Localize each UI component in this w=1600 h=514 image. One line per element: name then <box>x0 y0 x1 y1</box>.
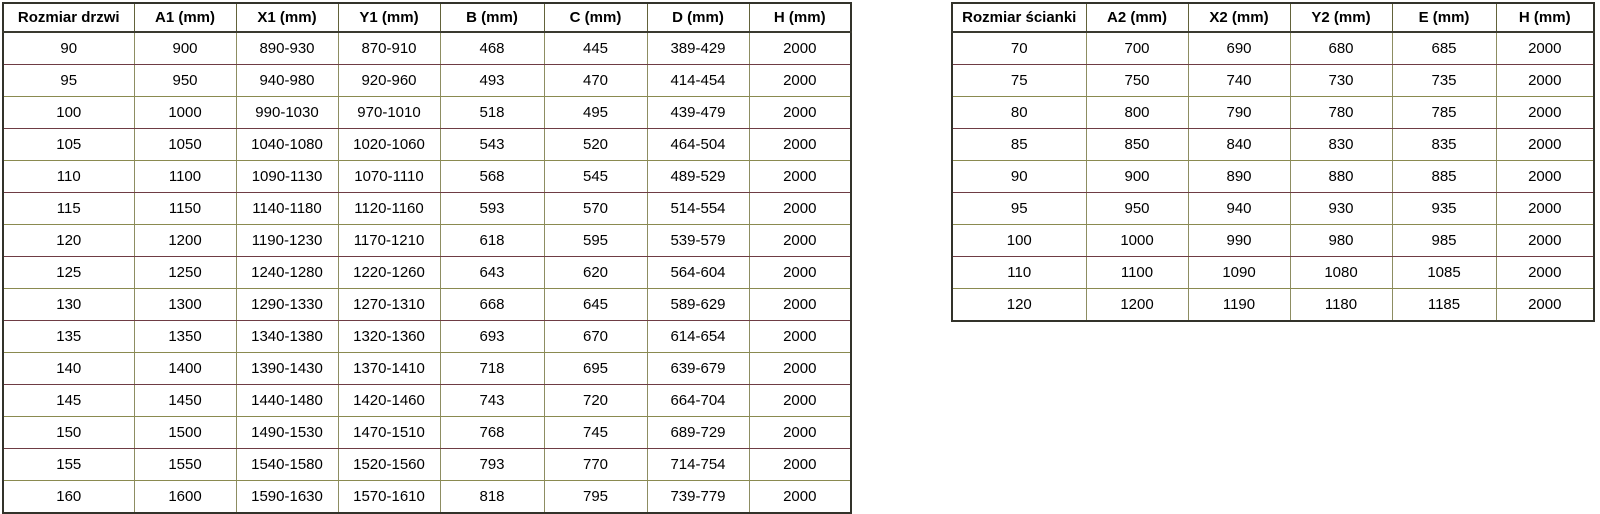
door-size-table <box>2 2 852 514</box>
table-cell: 1120-1160 <box>338 193 440 225</box>
column-header: A2 (mm) <box>1086 3 1188 32</box>
table-row <box>3 225 851 257</box>
column-header: C (mm) <box>544 3 647 32</box>
table-cell: 495 <box>544 97 647 129</box>
table-cell: 870-910 <box>338 32 440 65</box>
table-cell: 1085 <box>1392 257 1496 289</box>
table-cell: 685 <box>1392 32 1496 65</box>
table-cell: 2000 <box>749 65 851 97</box>
table-cell: 85 <box>952 129 1086 161</box>
table-cell: 835 <box>1392 129 1496 161</box>
table-cell: 1185 <box>1392 289 1496 322</box>
table-cell: 880 <box>1290 161 1392 193</box>
table-cell: 514-554 <box>647 193 749 225</box>
table-cell: 2000 <box>749 289 851 321</box>
table-cell: 1370-1410 <box>338 353 440 385</box>
table-cell: 1590-1630 <box>236 481 338 514</box>
table-cell: 1000 <box>1086 225 1188 257</box>
table-row <box>3 481 851 514</box>
column-header: H (mm) <box>749 3 851 32</box>
table-cell: 818 <box>440 481 544 514</box>
table-cell: 2000 <box>749 161 851 193</box>
table-cell: 1100 <box>1086 257 1188 289</box>
table-row <box>3 417 851 449</box>
table-cell: 120 <box>3 225 134 257</box>
table-cell: 1050 <box>134 129 236 161</box>
table-cell: 95 <box>952 193 1086 225</box>
table-cell: 1200 <box>134 225 236 257</box>
table-cell: 850 <box>1086 129 1188 161</box>
table-cell: 414-454 <box>647 65 749 97</box>
table-cell: 2000 <box>1496 289 1594 322</box>
table-cell: 464-504 <box>647 129 749 161</box>
table-cell: 2000 <box>749 32 851 65</box>
table-cell: 739-779 <box>647 481 749 514</box>
table-cell: 160 <box>56 488 82 505</box>
table-cell: 885 <box>1392 161 1496 193</box>
table-row <box>3 353 851 385</box>
table-cell: 689-729 <box>647 417 749 449</box>
table-cell: 1270-1310 <box>338 289 440 321</box>
table-cell: 545 <box>544 161 647 193</box>
table-cell: 1340-1380 <box>236 321 338 353</box>
table-cell: 664-704 <box>647 385 749 417</box>
table-cell: 1220-1260 <box>338 257 440 289</box>
table-cell: 1200 <box>1086 289 1188 322</box>
table-cell: 1090-1130 <box>236 161 338 193</box>
table-cell: 2000 <box>1496 193 1594 225</box>
table-cell: 2000 <box>749 481 851 514</box>
table-cell: 593 <box>440 193 544 225</box>
table-row <box>3 97 851 129</box>
table-cell: 1290-1330 <box>236 289 338 321</box>
table-cell: 595 <box>544 225 647 257</box>
table-cell: 2000 <box>1496 161 1594 193</box>
table-row <box>3 321 851 353</box>
table-cell: 125 <box>3 257 134 289</box>
table-cell: 1600 <box>134 481 236 514</box>
table-cell: 780 <box>1290 97 1392 129</box>
table-cell: 150 <box>3 417 134 449</box>
table-row <box>3 385 851 417</box>
column-header: H (mm) <box>1496 3 1594 32</box>
table-cell: 2000 <box>749 417 851 449</box>
table-cell: 445 <box>544 32 647 65</box>
table-row <box>952 65 1594 97</box>
table-cell: 668 <box>440 289 544 321</box>
table-cell: 1090 <box>1188 257 1290 289</box>
table-cell: 890 <box>1188 161 1290 193</box>
table-cell: 1440-1480 <box>236 385 338 417</box>
table-cell: 1400 <box>134 353 236 385</box>
table-cell: 2000 <box>1496 32 1594 65</box>
table-cell: 75 <box>952 65 1086 97</box>
table-row <box>3 161 851 193</box>
table-cell: 1140-1180 <box>236 193 338 225</box>
table-cell: 2000 <box>749 193 851 225</box>
header-row <box>3 3 851 32</box>
table-row <box>3 289 851 321</box>
table-cell: 1180 <box>1290 289 1392 322</box>
table-row <box>952 289 1594 322</box>
wall-panel-size-table <box>951 2 1595 322</box>
table-cell: 1500 <box>134 417 236 449</box>
table-cell: 2000 <box>749 385 851 417</box>
column-header: E (mm) <box>1392 3 1496 32</box>
table-cell: 1080 <box>1290 257 1392 289</box>
table-cell: 795 <box>544 481 647 514</box>
table-cell: 110 <box>952 257 1086 289</box>
table-cell: 2000 <box>749 321 851 353</box>
table-row <box>952 193 1594 225</box>
table-cell: 140 <box>3 353 134 385</box>
table-cell: 520 <box>544 129 647 161</box>
table-cell: 1320-1360 <box>338 321 440 353</box>
table-cell: 1390-1430 <box>236 353 338 385</box>
table-cell: 890-930 <box>236 32 338 65</box>
column-header: B (mm) <box>440 3 544 32</box>
table-cell: 2000 <box>749 353 851 385</box>
table-cell: 130 <box>3 289 134 321</box>
table-row <box>952 225 1594 257</box>
table-cell: 950 <box>134 65 236 97</box>
table-cell: 1250 <box>134 257 236 289</box>
table-cell: 645 <box>544 289 647 321</box>
table-cell: 1450 <box>134 385 236 417</box>
table-cell: 618 <box>440 225 544 257</box>
table-cell: 1150 <box>134 193 236 225</box>
table-cell: 470 <box>544 65 647 97</box>
table-cell: 115 <box>3 193 134 225</box>
table-cell: 670 <box>544 321 647 353</box>
table-cell: 750 <box>1086 65 1188 97</box>
table-cell: 589-629 <box>647 289 749 321</box>
table-cell: 1020-1060 <box>338 129 440 161</box>
table-cell: 643 <box>440 257 544 289</box>
table-cell: 950 <box>1086 193 1188 225</box>
table-cell: 990-1030 <box>236 97 338 129</box>
table-cell: 900 <box>134 32 236 65</box>
table-cell: 1240-1280 <box>236 257 338 289</box>
table-cell: 100 <box>952 225 1086 257</box>
table-cell: 1190 <box>1188 289 1290 322</box>
table-cell: 1570-1610 <box>338 481 440 514</box>
table-cell: 793 <box>440 449 544 481</box>
table-cell: 745 <box>544 417 647 449</box>
table-cell: 830 <box>1290 129 1392 161</box>
table-cell: 680 <box>1290 32 1392 65</box>
table-cell: 800 <box>1086 97 1188 129</box>
table-row <box>3 32 851 65</box>
column-header: X1 (mm) <box>236 3 338 32</box>
table-cell: 2000 <box>1496 65 1594 97</box>
table-cell: 2000 <box>749 449 851 481</box>
column-header: Y2 (mm) <box>1290 3 1392 32</box>
table-cell: 740 <box>1188 65 1290 97</box>
table-cell: 935 <box>1392 193 1496 225</box>
table-cell: 718 <box>440 353 544 385</box>
table-cell: 2000 <box>749 97 851 129</box>
table-cell: 564-604 <box>647 257 749 289</box>
table-cell: 700 <box>1086 32 1188 65</box>
table-row <box>3 65 851 97</box>
table-cell: 1100 <box>134 161 236 193</box>
table-cell: 389-429 <box>647 32 749 65</box>
table-cell: 70 <box>952 32 1086 65</box>
table-cell: 539-579 <box>647 225 749 257</box>
table-cell: 155 <box>3 449 134 481</box>
table-cell: 693 <box>440 321 544 353</box>
table-cell: 80 <box>952 97 1086 129</box>
table-cell: 900 <box>1086 161 1188 193</box>
table-cell: 543 <box>440 129 544 161</box>
table-cell: 695 <box>544 353 647 385</box>
table-cell: 120 <box>1006 296 1032 313</box>
table-cell: 790 <box>1188 97 1290 129</box>
table-cell: 1300 <box>134 289 236 321</box>
table-cell: 743 <box>440 385 544 417</box>
table-row <box>952 97 1594 129</box>
column-header: Rozmiar drzwi <box>3 3 134 32</box>
table-cell: 2000 <box>749 129 851 161</box>
table-cell: 90 <box>3 32 134 65</box>
table-cell: 105 <box>3 129 134 161</box>
table-cell: 468 <box>440 32 544 65</box>
table-cell: 1550 <box>134 449 236 481</box>
table-cell: 95 <box>3 65 134 97</box>
table-cell: 570 <box>544 193 647 225</box>
header-row <box>952 3 1594 32</box>
table-cell: 2000 <box>1496 97 1594 129</box>
table-cell: 2000 <box>1496 129 1594 161</box>
table-cell: 439-479 <box>647 97 749 129</box>
table-cell: 990 <box>1188 225 1290 257</box>
table-row <box>3 129 851 161</box>
table-cell: 1540-1580 <box>236 449 338 481</box>
table-cell: 1420-1460 <box>338 385 440 417</box>
table-cell: 2000 <box>1496 225 1594 257</box>
table-cell: 690 <box>1188 32 1290 65</box>
table-cell: 489-529 <box>647 161 749 193</box>
table-cell: 1190-1230 <box>236 225 338 257</box>
table-cell: 785 <box>1392 97 1496 129</box>
table-cell: 1490-1530 <box>236 417 338 449</box>
column-header: D (mm) <box>647 3 749 32</box>
table-cell: 100 <box>3 97 134 129</box>
table-cell: 1040-1080 <box>236 129 338 161</box>
column-header: A1 (mm) <box>134 3 236 32</box>
table-cell: 1170-1210 <box>338 225 440 257</box>
table-cell: 620 <box>544 257 647 289</box>
column-header: Y1 (mm) <box>338 3 440 32</box>
table-cell: 493 <box>440 65 544 97</box>
table-cell: 614-654 <box>647 321 749 353</box>
table-cell: 980 <box>1290 225 1392 257</box>
table-cell: 1520-1560 <box>338 449 440 481</box>
table-cell: 639-679 <box>647 353 749 385</box>
table-cell: 1070-1110 <box>338 161 440 193</box>
table-cell: 145 <box>3 385 134 417</box>
table-cell: 1000 <box>134 97 236 129</box>
column-header: X2 (mm) <box>1188 3 1290 32</box>
table-row <box>3 257 851 289</box>
table-cell: 840 <box>1188 129 1290 161</box>
table-cell: 110 <box>3 161 134 193</box>
table-cell: 768 <box>440 417 544 449</box>
table-cell: 568 <box>440 161 544 193</box>
table-cell: 940 <box>1188 193 1290 225</box>
table-cell: 770 <box>544 449 647 481</box>
table-cell: 2000 <box>749 257 851 289</box>
table-cell: 940-980 <box>236 65 338 97</box>
table-cell: 930 <box>1290 193 1392 225</box>
table-cell: 1470-1510 <box>338 417 440 449</box>
table-row <box>3 193 851 225</box>
table-row <box>952 32 1594 65</box>
table-cell: 735 <box>1392 65 1496 97</box>
table-cell: 1350 <box>134 321 236 353</box>
column-header: Rozmiar ścianki <box>952 3 1086 32</box>
table-cell: 730 <box>1290 65 1392 97</box>
table-row <box>952 129 1594 161</box>
table-cell: 970-1010 <box>338 97 440 129</box>
table-row <box>952 257 1594 289</box>
table-row <box>952 161 1594 193</box>
table-cell: 2000 <box>1496 257 1594 289</box>
table-cell: 920-960 <box>338 65 440 97</box>
table-cell: 720 <box>544 385 647 417</box>
table-cell: 518 <box>440 97 544 129</box>
table-cell: 2000 <box>749 225 851 257</box>
table-cell: 90 <box>952 161 1086 193</box>
table-cell: 985 <box>1392 225 1496 257</box>
table-row <box>3 449 851 481</box>
table-cell: 714-754 <box>647 449 749 481</box>
table-cell: 135 <box>3 321 134 353</box>
